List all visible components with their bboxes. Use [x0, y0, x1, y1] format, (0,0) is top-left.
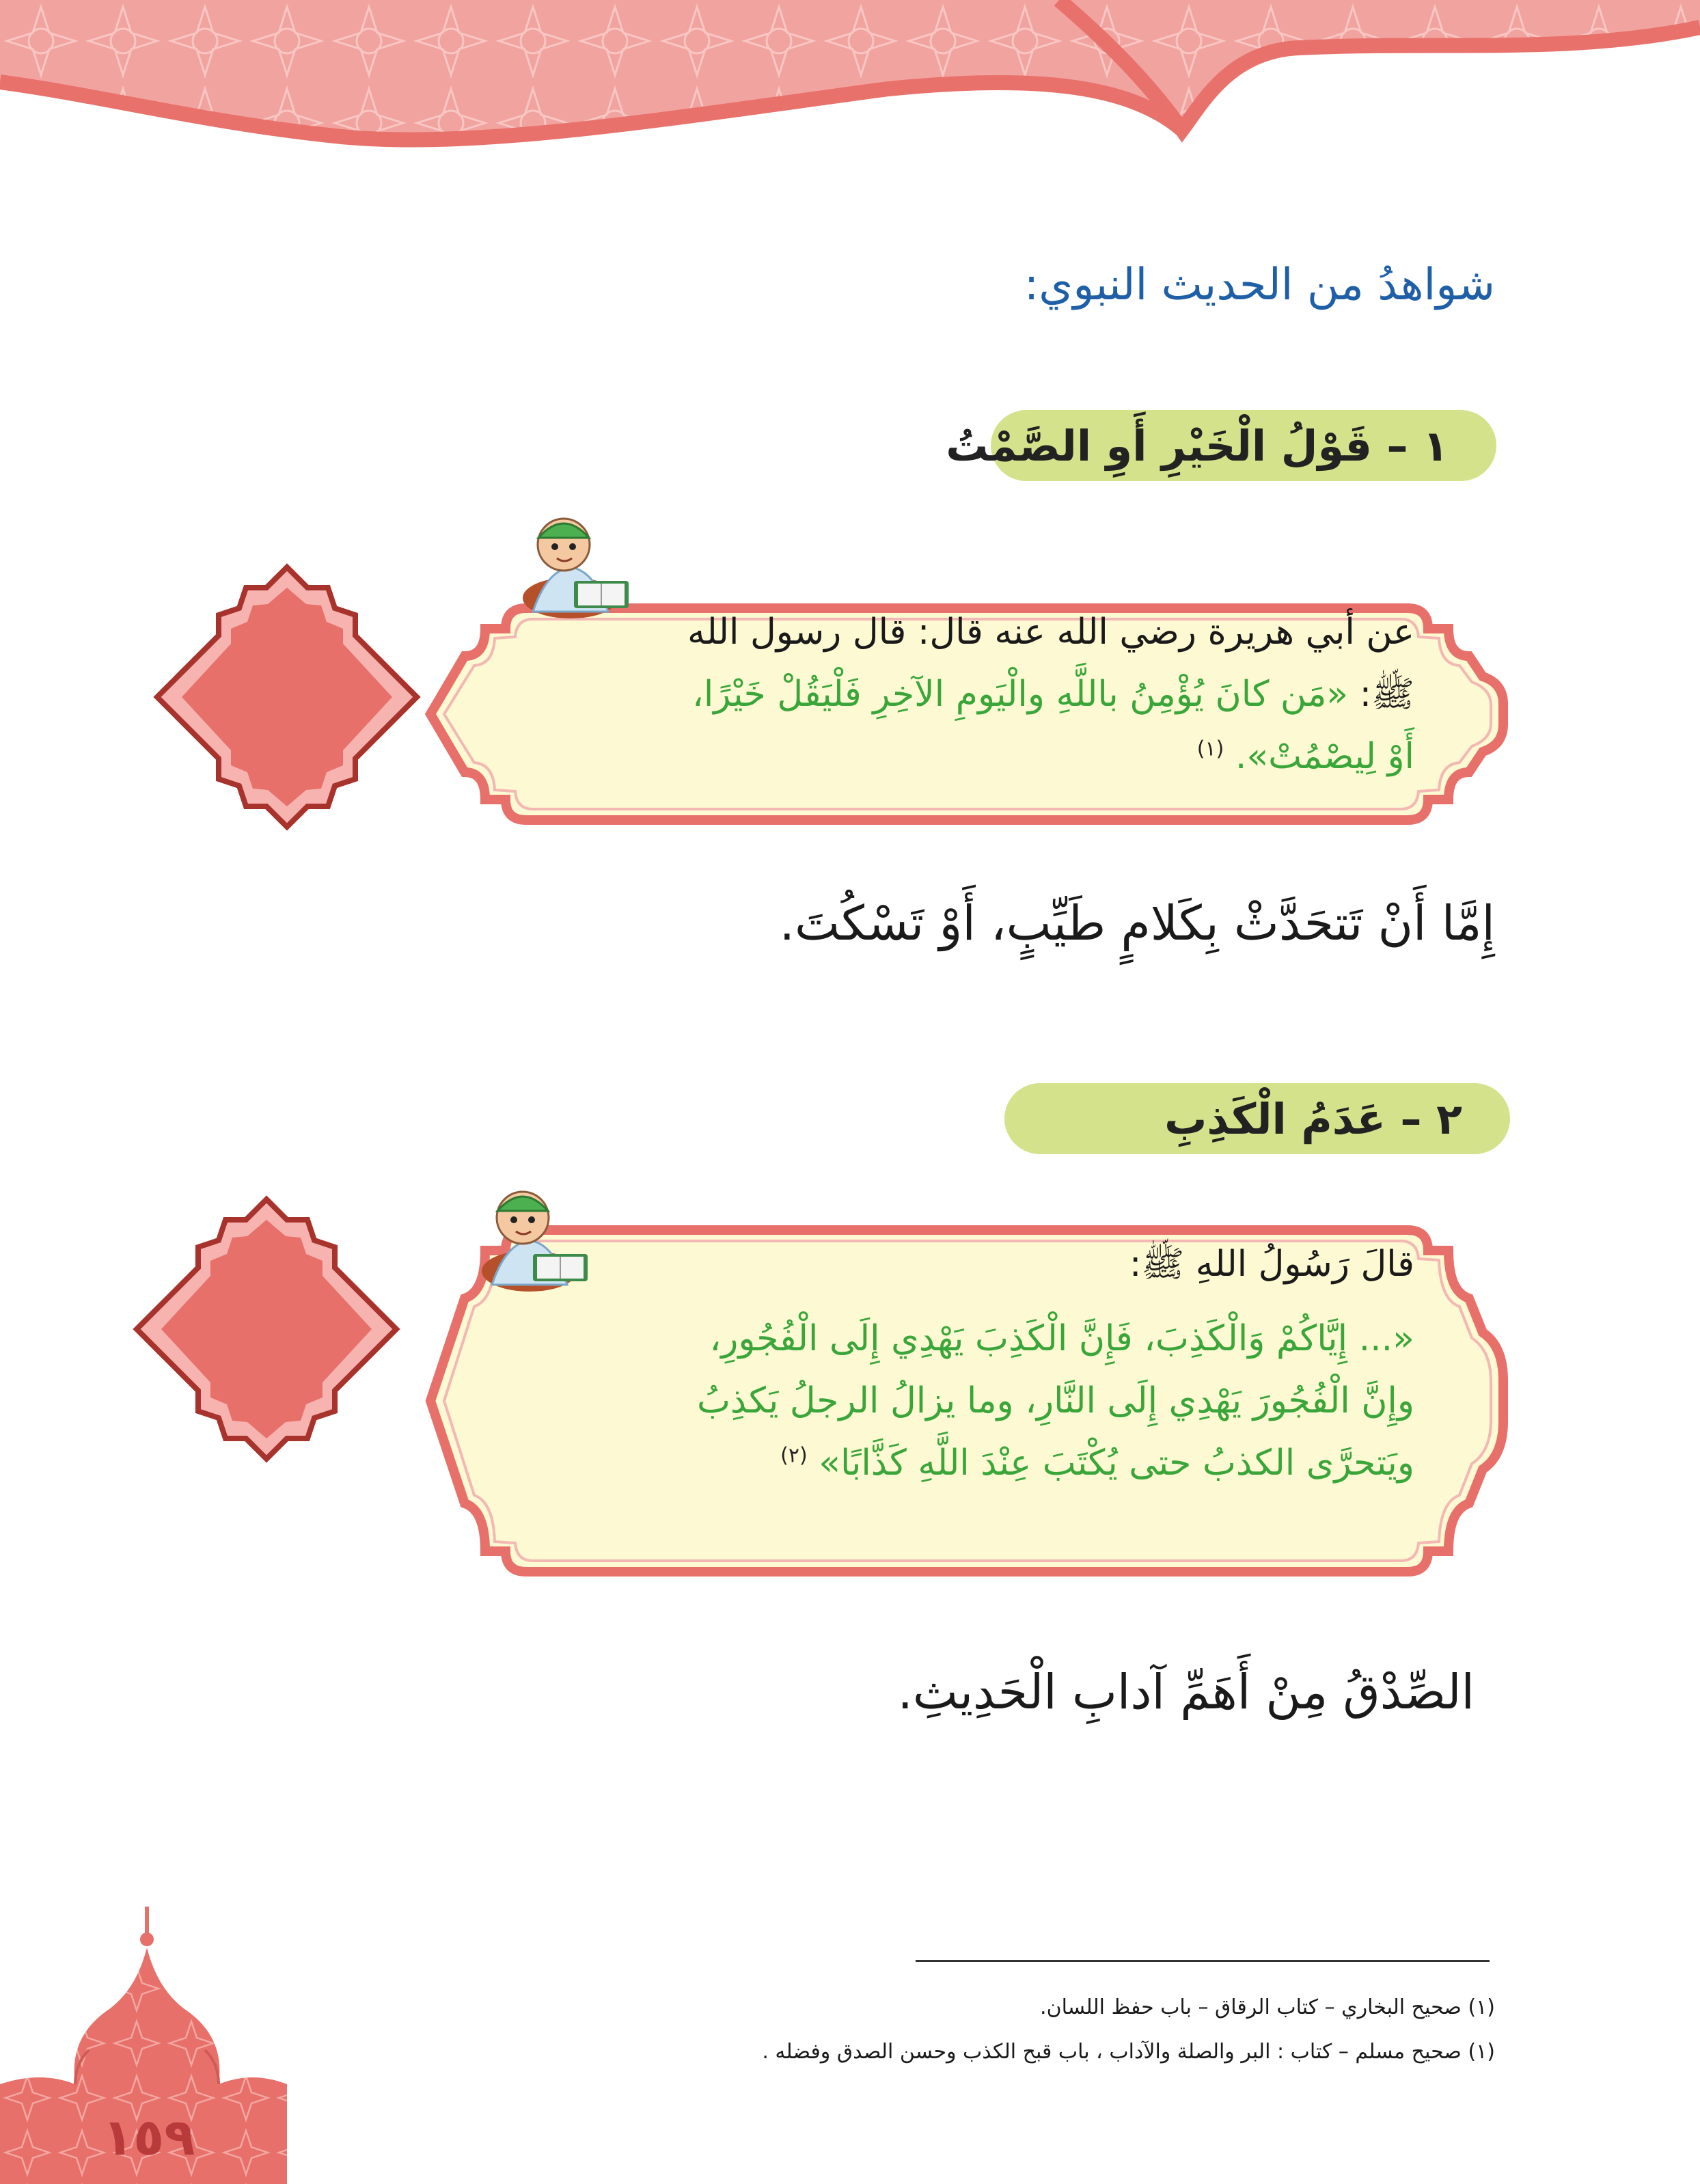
red-diamond-icon: [150, 560, 424, 834]
red-diamond-icon: [130, 1192, 403, 1466]
hadith-1-frame: [424, 601, 1510, 827]
boy-reading-quran-icon: [465, 1169, 601, 1298]
hadith-2-text: [588, 1233, 1414, 1494]
footnote-ref-1: (١): [1196, 737, 1224, 761]
hadith-2-quote-line-2: وإِنَّ الْفُجُورَ يَهْدِي إِلَى النَّارِ، وما يزالُ الرجلُ يَكذِبُ: [696, 1380, 1414, 1421]
hadith-2-heading: ٢ – عَدَمُ الْكَذِبِ: [1004, 1083, 1510, 1154]
top-decorative-banner: [0, 0, 1700, 205]
footnote-1: (١) صحيح البخاري – كتاب الرقاق – باب حفظ اللسان.: [1040, 1995, 1495, 2019]
hadith-2-lesson: الصِّدْقُ مِنْ أَهَمِّ آدابِ الْحَدِيثِ.: [897, 1664, 1475, 1720]
hadith-1-heading: ١ – قَوْلُ الْخَيْرِ أَوِ الصَّمْتُ: [991, 410, 1496, 481]
hadith-1-lesson: إِمَّا أَنْ تَتحَدَّثْ بِكَلامٍ طَيِّبٍ، أَوْ تَسْكُتَ.: [779, 895, 1495, 951]
footnote-2: (١) صحيح مسلم – كتاب : البر والصلة والآداب ، باب قبح الكذب وحسن الصدق وفضله .: [762, 2040, 1495, 2064]
page-number: ١٥٩: [102, 2108, 195, 2167]
section-title: شواهدُ من الحديث النبوي:: [1024, 260, 1495, 310]
footnote-divider: [916, 1960, 1490, 1962]
salutation-mark: ﷺ:: [1359, 674, 1414, 715]
boy-reading-quran-icon: [506, 495, 642, 625]
hadith-1-text: [588, 601, 1414, 788]
hadith-1-narrator: عن أبي هريرة رضي الله عنه قال: قال رسول الله: [687, 612, 1414, 653]
hadith-2-narrator: قالَ رَسُولُ اللهِ ﷺ:: [1129, 1244, 1414, 1285]
hadith-1-quote-line-1: «مَن كانَ يُؤْمِنُ باللَّهِ والْيَومِ الآخِرِ فَلْيَقُلْ خَيْرًا،: [692, 674, 1349, 715]
footnote-ref-2: (٢): [780, 1443, 808, 1468]
hadith-2-quote-line-3: ويَتحرَّى الكذبُ حتى يُكْتَبَ عِنْدَ اللَّهِ كَذَّابًا»: [819, 1443, 1414, 1484]
hadith-1-quote-line-2: أَوْ لِيصْمُتْ».: [1235, 736, 1414, 777]
hadith-2-quote-line-1: «... إِيَّاكُمْ وَالْكَذِبَ، فَإِنَّ الْكَذِبَ يَهْدِي إِلَى الْفُجُورِ،: [709, 1318, 1414, 1359]
